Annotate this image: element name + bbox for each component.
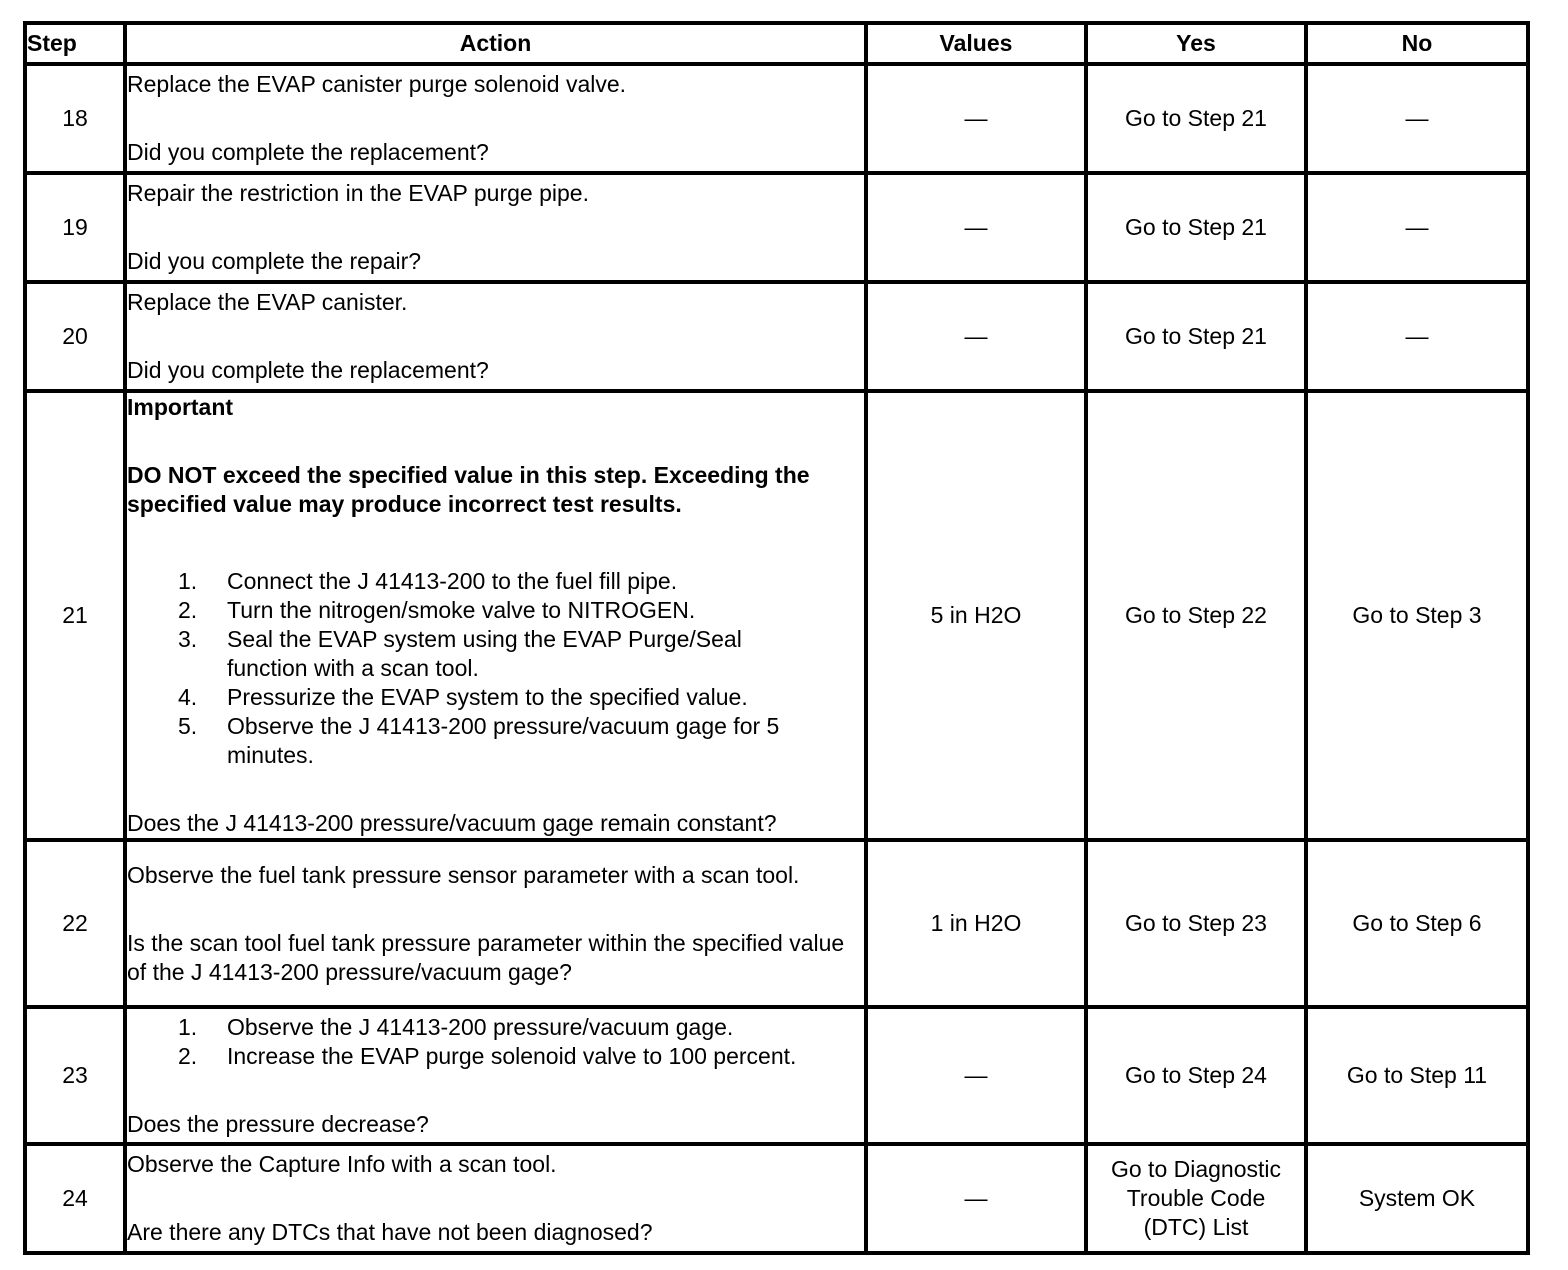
action-text: Replace the EVAP canister. — [127, 289, 408, 315]
list-item: 4. Pressurize the EVAP system to the specified value. — [178, 684, 748, 710]
action-cell — [125, 64, 866, 173]
substep-list — [127, 1013, 864, 1071]
header-no: No — [1306, 23, 1528, 64]
action-cell — [125, 391, 866, 840]
header-values: Values — [866, 23, 1086, 64]
list-item: 1. Observe the J 41413-200 pressure/vacuum gage. — [178, 1013, 734, 1040]
action-cell — [125, 1144, 866, 1253]
action-cell — [125, 282, 866, 391]
table-row — [25, 1007, 1528, 1144]
step-number: 18 — [25, 64, 125, 173]
step-number: 23 — [25, 1007, 125, 1144]
header-row — [25, 23, 1528, 64]
value-cell: 5 in H2O — [866, 391, 1086, 840]
value-cell: — — [866, 64, 1086, 173]
yes-cell: Go to Step 23 — [1086, 840, 1306, 1007]
action-cell — [125, 840, 866, 1007]
action-question: Did you complete the repair? — [127, 248, 422, 274]
list-item: 5. Observe the J 41413-200 pressure/vacuum gage for 5 minutes. — [178, 713, 780, 768]
yes-cell: Go to Step 22 — [1086, 391, 1306, 840]
table-row — [25, 840, 1528, 1007]
step-number: 21 — [25, 391, 125, 840]
action-text: Observe the fuel tank pressure sensor parameter with a scan tool. — [127, 861, 800, 888]
no-cell: — — [1306, 64, 1528, 173]
value-cell: — — [866, 173, 1086, 282]
action-text: Repair the restriction in the EVAP purge pipe. — [127, 180, 589, 206]
table-row — [25, 173, 1528, 282]
action-question: Is the scan tool fuel tank pressure parameter within the specified value of the J 41413-200 pressure/vacuum gage? — [127, 929, 845, 985]
table-row — [25, 282, 1528, 391]
no-cell: Go to Step 3 — [1306, 391, 1528, 840]
action-cell — [125, 1007, 866, 1144]
step-number: 22 — [25, 840, 125, 1007]
list-item: 3. Seal the EVAP system using the EVAP Purge/Seal function with a scan tool. — [178, 626, 742, 681]
action-question: Does the J 41413-200 pressure/vacuum gage remain constant? — [127, 810, 777, 836]
header-yes: Yes — [1086, 23, 1306, 64]
no-cell: — — [1306, 282, 1528, 391]
substep-list — [127, 567, 864, 770]
action-cell — [125, 173, 866, 282]
value-cell: 1 in H2O — [866, 840, 1086, 1007]
table-row — [25, 1144, 1528, 1253]
value-cell: — — [866, 1007, 1086, 1144]
action-question: Does the pressure decrease? — [127, 1110, 429, 1137]
no-cell: — — [1306, 173, 1528, 282]
list-item: 2. Increase the EVAP purge solenoid valve to 100 percent. — [178, 1042, 797, 1069]
action-question: Did you complete the replacement? — [127, 139, 489, 165]
action-text: Observe the Capture Info with a scan tool. — [127, 1151, 557, 1177]
step-number: 19 — [25, 173, 125, 282]
action-question: Did you complete the replacement? — [127, 357, 489, 383]
action-text: Replace the EVAP canister purge solenoid valve. — [127, 71, 627, 97]
yes-cell: Go to Step 21 — [1086, 64, 1306, 173]
action-question: Are there any DTCs that have not been diagnosed? — [127, 1219, 653, 1245]
step-number: 24 — [25, 1144, 125, 1253]
table-row — [25, 391, 1528, 840]
no-cell: System OK — [1306, 1144, 1528, 1253]
no-cell: Go to Step 6 — [1306, 840, 1528, 1007]
value-cell: — — [866, 1144, 1086, 1253]
header-step: Step — [25, 23, 125, 64]
list-item: 1. Connect the J 41413-200 to the fuel fill pipe. — [178, 568, 678, 594]
important-text: DO NOT exceed the specified value in this step. Exceeding the specified value may produce incorrect test results. — [127, 462, 810, 517]
header-action: Action — [125, 23, 866, 64]
step-number: 20 — [25, 282, 125, 391]
table-row — [25, 64, 1528, 173]
important-label: Important — [127, 394, 234, 420]
list-item: 2. Turn the nitrogen/smoke valve to NITROGEN. — [178, 597, 696, 623]
yes-cell: Go to Step 21 — [1086, 282, 1306, 391]
yes-cell: Go to Step 24 — [1086, 1007, 1306, 1144]
diagnostic-table — [23, 21, 1530, 1255]
yes-cell: Go to Diagnostic Trouble Code (DTC) List — [1086, 1144, 1306, 1253]
no-cell: Go to Step 11 — [1306, 1007, 1528, 1144]
value-cell: — — [866, 282, 1086, 391]
yes-cell: Go to Step 21 — [1086, 173, 1306, 282]
